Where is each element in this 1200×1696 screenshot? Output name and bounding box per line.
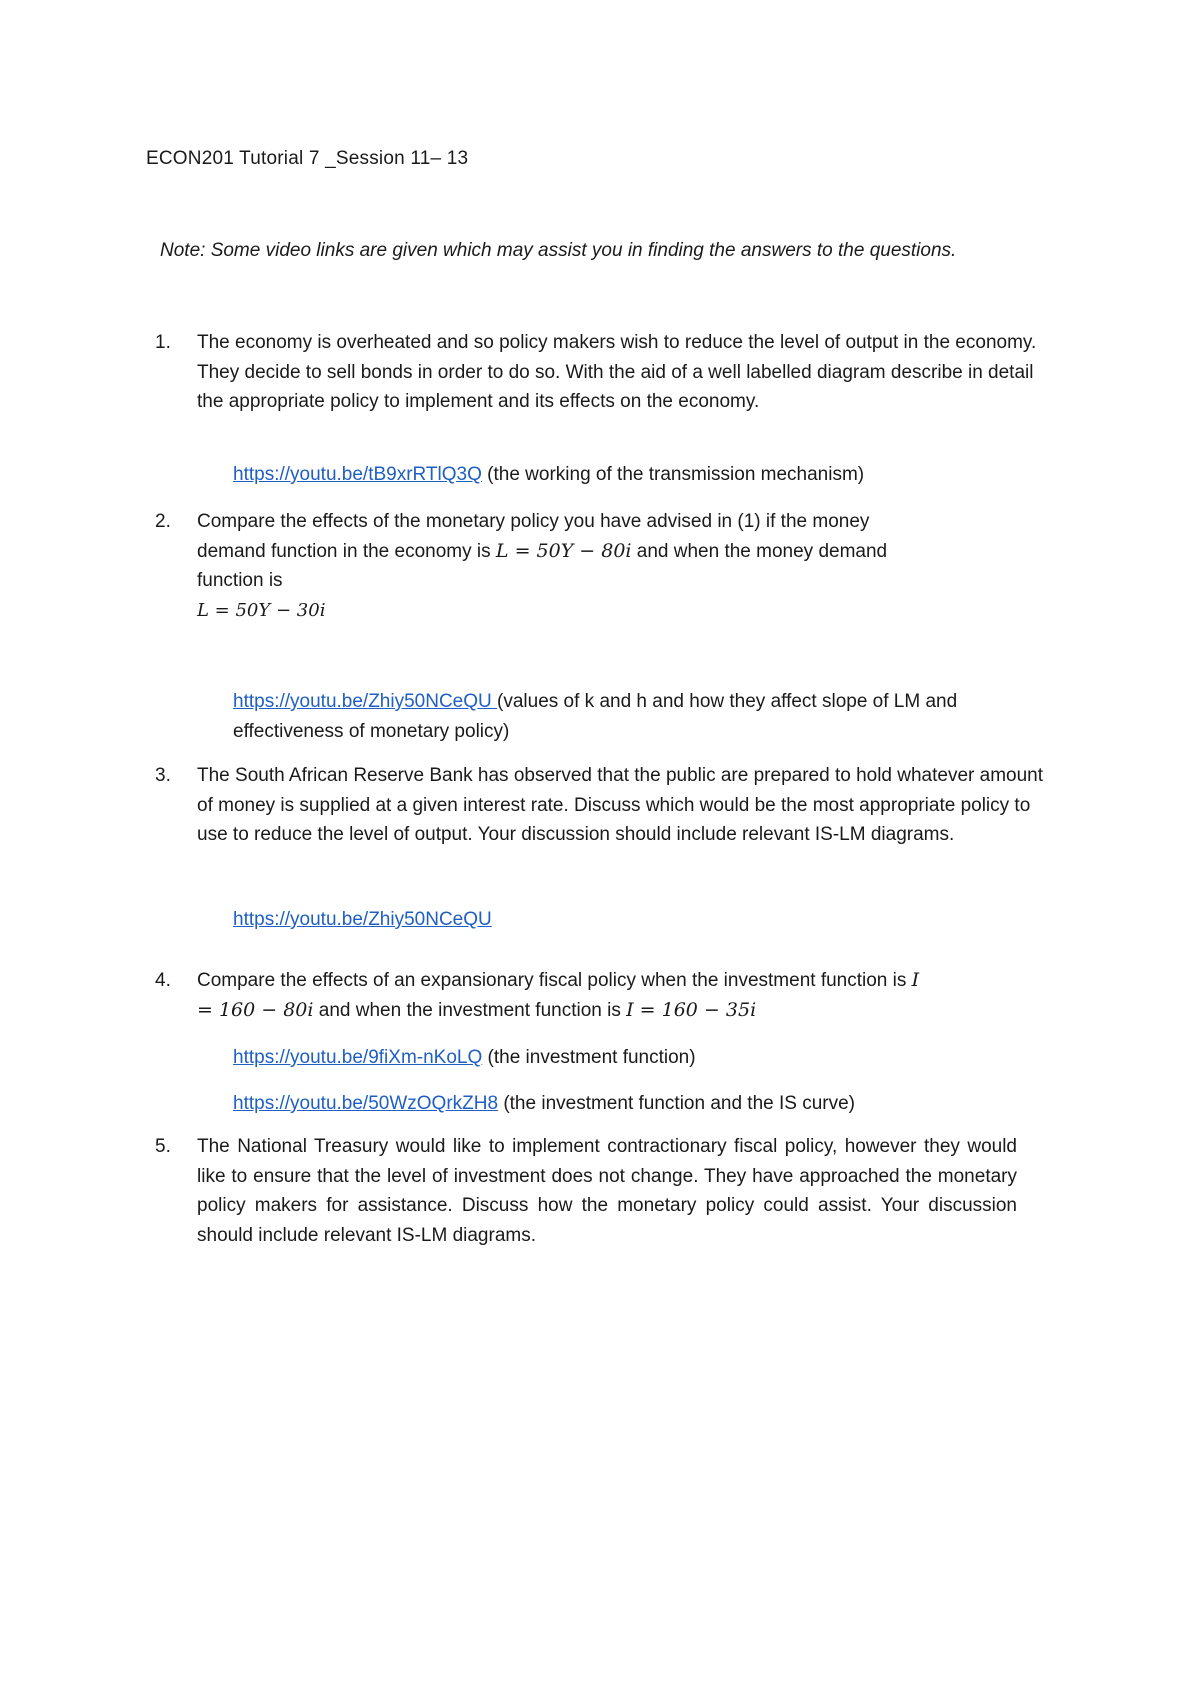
question-text: The South African Reserve Bank has observed that the public are prepared to hold whatever amount of money is supplied at a given interest rate. Discuss which would be the most appropriate policy to use to reduce the level of output. Your discussion should include relevant IS-LM diagrams. — [197, 765, 1044, 845]
money-demand-formula: L = 50Y − 30i — [197, 599, 326, 621]
question-text: The National Treasury would like to implement contractionary fiscal policy, however they would like to ensure that the level of investment does not change. They have approached the monetary policy makers for assistance. Discuss how the monetary policy could assist. Your discussion should include relevant IS-LM diagrams. — [197, 1136, 1017, 1246]
question-3 — [155, 761, 1057, 850]
video-link-line-1 — [233, 460, 864, 490]
video-link[interactable]: https://youtu.be/Zhiy50NCeQU — [233, 691, 498, 712]
investment-formula: I — [911, 969, 920, 991]
video-link[interactable]: https://youtu.be/tB9xrRTlQ3Q — [233, 464, 482, 485]
question-text: Compare the effects of the monetary policy you have advised in (1) if the money demand function in the economy is — [197, 511, 870, 562]
video-link-line-4 — [233, 1043, 696, 1073]
investment-formula: I = 160 − 35i — [626, 998, 757, 1021]
question-1 — [155, 328, 1057, 417]
question-text: The economy is overheated and so policy makers wish to reduce the level of output in the economy. They decide to sell bonds in order to do so. With the aid of a well labelled diagram describe in detail the appropriate policy to implement and its effects on the economy. — [197, 332, 1037, 412]
question-number: 5. — [155, 1136, 171, 1157]
link-description: (values of k and h and how they affect slope of LM and effectiveness of monetary policy) — [233, 691, 958, 742]
video-link-line-2 — [233, 687, 1043, 746]
question-number: 4. — [155, 970, 171, 991]
question-5 — [155, 1132, 1017, 1250]
video-link[interactable]: https://youtu.be/50WzOQrkZH8 — [233, 1093, 499, 1114]
video-link[interactable]: https://youtu.be/Zhiy50NCeQU — [233, 909, 492, 930]
note-text: Note: Some video links are given which may assist you in finding the answers to the questions. — [160, 240, 957, 261]
question-number: 3. — [155, 765, 171, 786]
question-number: 2. — [155, 511, 171, 532]
link-description: (the investment function) — [482, 1047, 696, 1068]
video-link[interactable]: https://youtu.be/9fiXm-nKoLQ — [233, 1047, 483, 1068]
document-title: ECON201 Tutorial 7 _Session 11– 13 — [146, 148, 469, 169]
investment-formula: = 160 − 80i — [197, 998, 314, 1021]
link-description: (the investment function and the IS curve) — [498, 1093, 856, 1114]
video-link-line-3 — [233, 905, 492, 935]
question-number: 1. — [155, 332, 171, 353]
link-description: (the working of the transmission mechanism) — [481, 464, 865, 485]
question-2 — [155, 507, 1057, 625]
question-text: and when the money demand function is — [197, 540, 888, 591]
question-text: Compare the effects of an expansionary fiscal policy when the investment function is — [197, 970, 912, 991]
money-demand-formula: L = 50Y − 80i — [495, 539, 632, 562]
video-link-line-5 — [233, 1089, 855, 1119]
question-text: and when the investment function is — [313, 999, 627, 1021]
question-4 — [155, 966, 1057, 1025]
